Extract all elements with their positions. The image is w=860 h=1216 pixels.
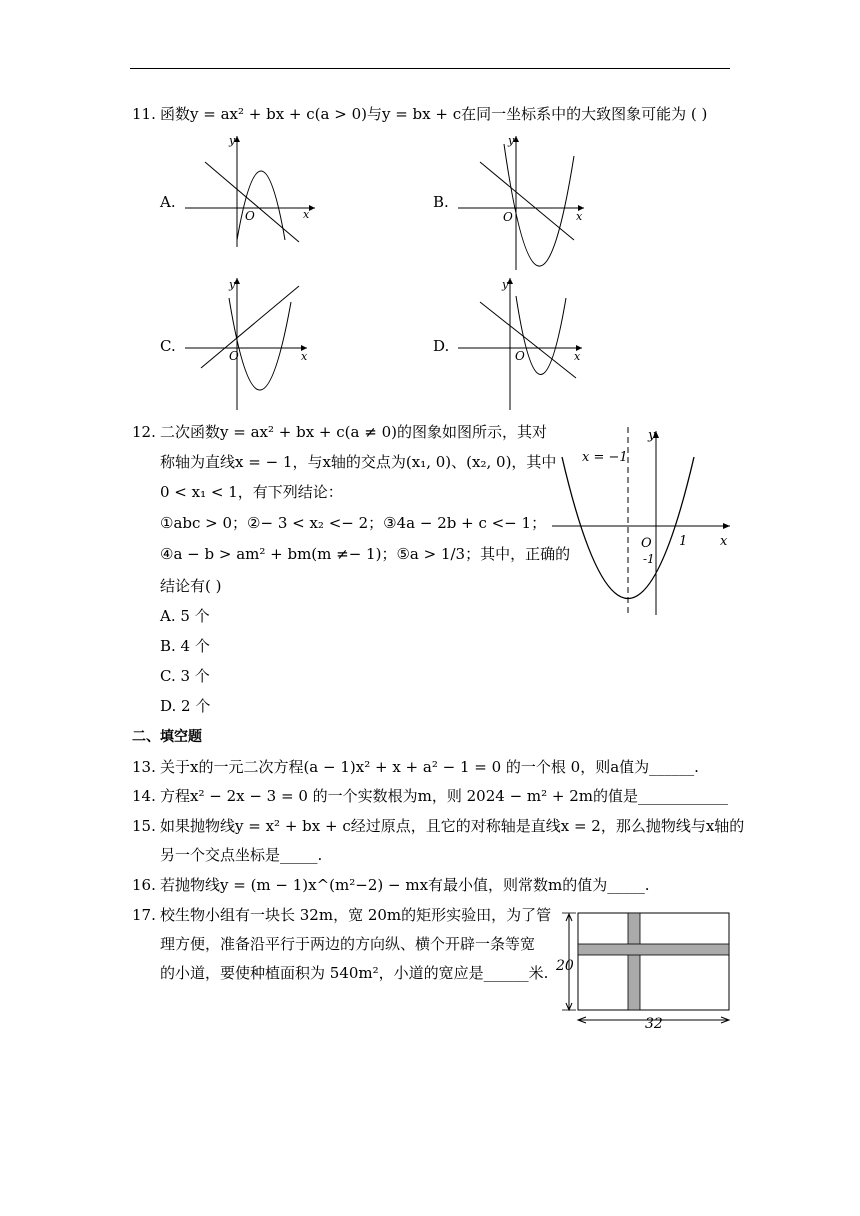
q17-line-2: 理方便，准备沿平行于两边的方向纵、横个开辟一条等宽: [160, 935, 536, 953]
section-heading: 二、填空题: [132, 729, 202, 745]
q15-line-1: 如果抛物线y = x² + bx + c经过原点，且它的对称轴是直线x = 2，那么抛物线与x轴的: [160, 817, 745, 835]
q17-height-label: 20: [556, 958, 574, 974]
q12-parabola-graph: [552, 425, 732, 620]
q12-line-4: ①abc > 0；②− 3 < x₂ <− 2；③4a − 2b + c <− 1；: [160, 514, 547, 532]
graph-a-y-label: y: [229, 134, 236, 147]
q11-option-b[interactable]: B.: [433, 193, 449, 211]
q14-text: 方程x² − 2x − 3 = 0 的一个实数根为m，则 2024 − m² + 2m的值是____________: [160, 787, 729, 805]
graph-a-origin: O: [245, 209, 255, 223]
graph-c: [185, 272, 325, 412]
header-rule: [130, 68, 730, 69]
graph-b: [458, 132, 598, 272]
q12-line-2: 称轴为直线x = − 1，与x轴的交点为(x₁, 0)、(x₂, 0)，其中: [160, 453, 557, 471]
q15-number: 15.: [132, 817, 156, 835]
q17-field-diagram: [552, 910, 734, 1032]
graph-d-x-label: x: [574, 350, 581, 363]
q11-option-c[interactable]: C.: [160, 337, 176, 355]
q12-option-d[interactable]: D. 2 个: [160, 697, 211, 715]
q12-option-b[interactable]: B. 4 个: [160, 637, 210, 655]
q17-width-label: 32: [645, 1016, 663, 1032]
q11-number: 11.: [132, 105, 156, 123]
graph-d-y-label: y: [502, 278, 509, 291]
q12-origin: O: [641, 536, 652, 551]
q13-text: 关于x的一元二次方程(a − 1)x² + x + a² − 1 = 0 的一个根 0，则a值为______.: [160, 758, 699, 776]
q12-line-5: ④a − b > am² + bm(m ≠− 1)；⑤a > 1/3；其中，正确的: [160, 545, 571, 563]
graph-b-x-label: x: [576, 210, 583, 223]
q14-number: 14.: [132, 787, 156, 805]
q17-number: 17.: [132, 906, 156, 924]
q12-option-a[interactable]: A. 5 个: [160, 607, 210, 625]
q13-number: 13.: [132, 758, 156, 776]
q16-number: 16.: [132, 876, 156, 894]
q11-option-a[interactable]: A.: [160, 193, 176, 211]
graph-a-x-label: x: [303, 208, 310, 221]
q12-option-c[interactable]: C. 3 个: [160, 667, 210, 685]
q12-x-label: x: [720, 534, 728, 549]
q12-line-1: 二次函数y = ax² + bx + c(a ≠ 0)的图象如图所示，其对: [160, 423, 547, 441]
graph-d-origin: O: [515, 349, 525, 363]
graph-b-origin: O: [503, 210, 513, 224]
q12-number: 12.: [132, 423, 156, 441]
q15-line-2: 另一个交点坐标是_____.: [160, 846, 323, 864]
q12-line-6: 结论有( ): [160, 577, 222, 595]
q12-tick-neg-one: -1: [643, 552, 655, 566]
graph-b-y-label: y: [508, 134, 515, 147]
graph-d: [458, 272, 598, 412]
q16-text: 若抛物线y = (m − 1)x^(m²−2) − mx有最小值，则常数m的值为_____.: [160, 876, 650, 894]
q12-y-label: y: [648, 428, 656, 443]
graph-a: [185, 132, 325, 247]
graph-c-origin: O: [229, 349, 239, 363]
q11-option-d[interactable]: D.: [433, 337, 450, 355]
q17-line-1: 校生物小组有一块长 32m，宽 20m的矩形实验田，为了管: [160, 906, 552, 924]
q12-tick-one: 1: [679, 534, 688, 549]
graph-c-y-label: y: [229, 278, 236, 291]
q12-axis-label: x = −1: [582, 450, 628, 465]
q11-text: 函数y = ax² + bx + c(a > 0)与y = bx + c在同一坐标系中的大致图象可能为 ( ): [160, 105, 708, 123]
graph-c-x-label: x: [301, 350, 308, 363]
q12-line-3: 0 < x₁ < 1，有下列结论：: [160, 483, 343, 501]
q17-line-3: 的小道，要使种植面积为 540m²，小道的宽应是______米.: [160, 964, 549, 982]
